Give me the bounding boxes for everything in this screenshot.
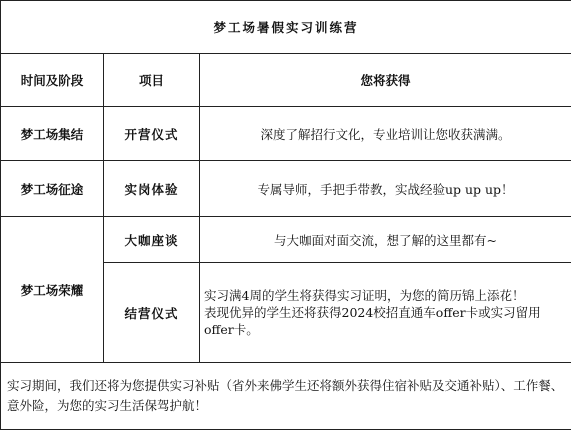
header-item: 项目 xyxy=(104,54,200,107)
header-gain: 您将获得 xyxy=(200,54,571,107)
gain-line: 实习满4周的学生将获得实习证明，为您的简历锦上添花！ xyxy=(204,287,565,304)
footer-note: 实习期间，我们还将为您提供实习补贴（省外来佛学生还将额外获得住宿补贴及交通补贴）、工作餐、意外险，为您的实习生活保驾护航！ xyxy=(1,363,571,430)
table-row xyxy=(1,107,571,161)
stage-cell: 梦工场荣耀 xyxy=(1,217,104,363)
table-header-row xyxy=(1,54,571,107)
item-cell: 开营仪式 xyxy=(104,107,200,161)
item-cell: 实岗体验 xyxy=(104,161,200,217)
gain-line: 表现优异的学生还将获得2024校招直通车offer卡或实习留用offer卡。 xyxy=(204,304,565,338)
item-cell: 大咖座谈 xyxy=(104,217,200,263)
gain-cell: 专属导师，手把手带教，实战经验up up up！ xyxy=(200,161,571,217)
gain-cell xyxy=(200,263,571,363)
stage-cell: 梦工场集结 xyxy=(1,107,104,161)
stage-cell: 梦工场征途 xyxy=(1,161,104,217)
item-cell: 结营仪式 xyxy=(104,263,200,363)
gain-cell: 深度了解招行文化，专业培训让您收获满满。 xyxy=(200,107,571,161)
document-title: 梦工场暑假实习训练营 xyxy=(1,1,571,54)
table-row xyxy=(1,161,571,217)
table-row xyxy=(1,217,571,263)
gain-cell: 与大咖面对面交流，想了解的这里都有~ xyxy=(200,217,571,263)
header-stage: 时间及阶段 xyxy=(1,54,104,107)
